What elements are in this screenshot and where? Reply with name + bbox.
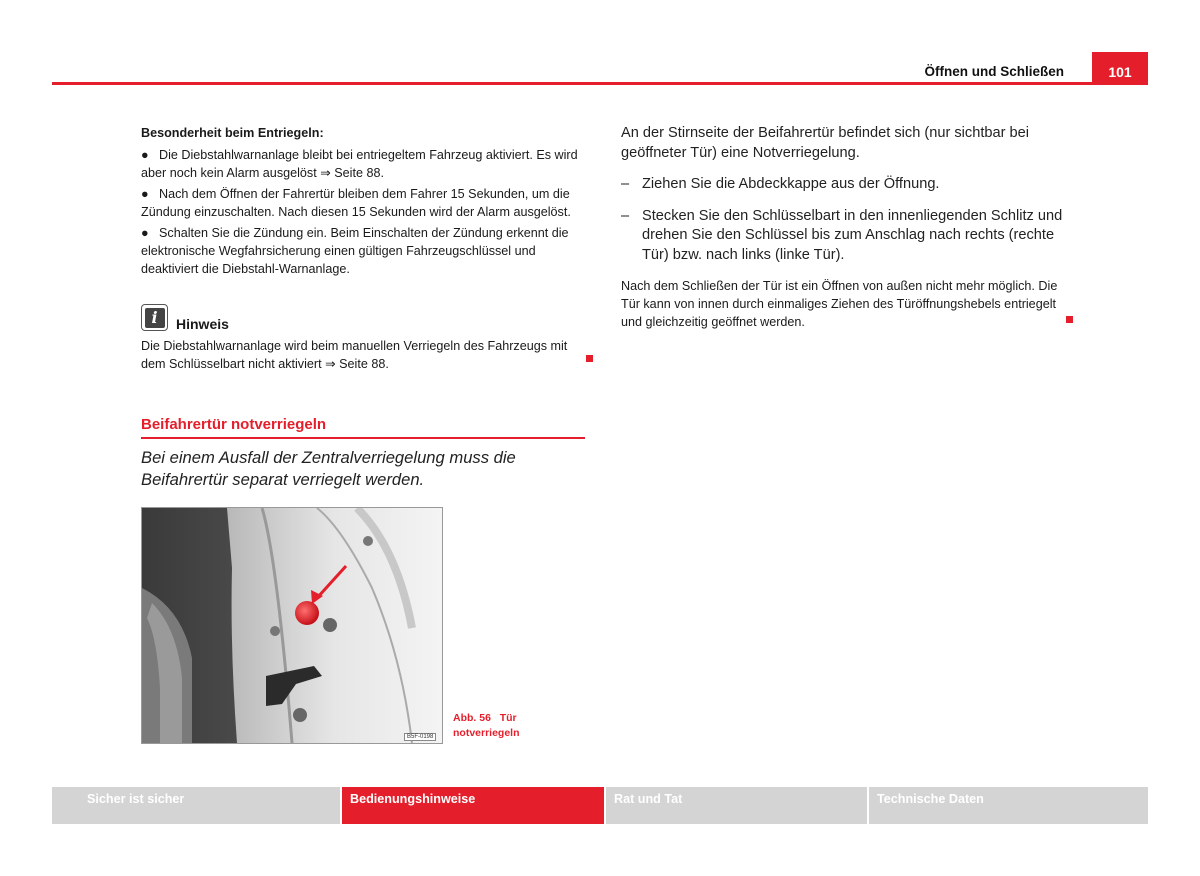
bullet-text: Die Diebstahlwarnanlage bleibt bei entriegeltem Fahrzeug aktiviert. Es wird aber noch kein Alarm ausgelöst ⇒ Seite 88. [141, 148, 578, 180]
tab-rat-und-tat[interactable] [606, 787, 867, 824]
figure-code: B5F-0198 [404, 733, 436, 741]
info-icon: i [141, 304, 168, 331]
tab-technische-daten[interactable] [869, 787, 1148, 824]
tab-sicher-ist-sicher[interactable] [52, 787, 340, 824]
tab-label: Sicher ist sicher [87, 792, 185, 806]
note-text: Die Diebstahlwarnanlage wird beim manuellen Verriegeln des Fahrzeugs mit dem Schlüsselbart nicht aktiviert ⇒ Seite 88. [141, 339, 568, 371]
bullet-dot: ● [141, 226, 149, 240]
note-title: Hinweis [176, 315, 229, 332]
door-lock-photo [141, 507, 443, 744]
step-dash: – [621, 207, 630, 224]
closing-paragraph: Nach dem Schließen der Tür ist ein Öffnen von außen nicht mehr möglich. Die Tür kann von innen durch einmaliges Ziehen des Türöffnungshebels entriegelt und gleichzeitig geöffnet werden. [621, 279, 1058, 329]
figure-caption [453, 711, 578, 741]
step-item [621, 175, 1071, 195]
bullet-text: Schalten Sie die Zündung ein. Beim Einschalten der Zündung erkennt die elektronische Wegfahrsicherung einen gültigen Fahrzeugschlüssel und deaktiviert die Diebstahl-Warnanlage. [141, 226, 569, 276]
step-dash: – [621, 176, 630, 192]
step-text: Stecken Sie den Schlüsselbart in den innenliegenden Schlitz und drehen Sie den Schlüssel bis zum Anschlag nach rechts (rechte Tür) bzw. nach links (linke Tür). [642, 207, 1063, 263]
end-marker [586, 355, 593, 362]
right-column [621, 124, 1071, 331]
bullet-dot: ● [141, 187, 149, 201]
figure-label: Abb. 56 [453, 712, 491, 724]
note-box [141, 304, 593, 373]
door-illustration [142, 508, 442, 743]
bullet-item [141, 185, 586, 221]
section-lead: Bei einem Ausfall der Zentralverriegelung muss die Beifahrertür separat verriegelt werden. [141, 448, 516, 489]
bullet-item [141, 146, 586, 182]
bullet-text: Nach dem Öffnen der Fahrertür bleiben dem Fahrer 15 Sekunden, um die Zündung einzuschalten. Nach diesen 15 Sekunden wird der Alarm ausgelöst. [141, 187, 571, 219]
tab-label: Technische Daten [877, 792, 984, 806]
section-title: Beifahrertür notverriegeln [141, 416, 327, 433]
step-item [621, 207, 1071, 266]
tab-label: Rat und Tat [614, 792, 683, 806]
section-rule [141, 437, 585, 439]
intro-paragraph: An der Stirnseite der Beifahrertür befindet sich (nur sichtbar bei geöffneter Tür) eine Notverriegelung. [621, 125, 1030, 161]
header-section-title: Öffnen und Schließen [924, 64, 1064, 79]
emergency-lock-cap [295, 601, 319, 625]
page-number: 101 [1092, 52, 1148, 85]
tab-bedienungshinweise[interactable] [342, 787, 604, 824]
tab-label: Bedienungshinweise [350, 792, 476, 806]
bullet-dot: ● [141, 148, 149, 162]
bullet-item [141, 224, 586, 278]
step-text: Ziehen Sie die Abdeckkappe aus der Öffnung. [642, 176, 940, 192]
left-column [141, 124, 586, 281]
special-heading: Besonderheit beim Entriegeln: [141, 126, 324, 140]
end-marker [1066, 316, 1073, 323]
header-rule [52, 82, 1148, 85]
figure-caption-text: Tür notverriegeln [453, 712, 520, 739]
